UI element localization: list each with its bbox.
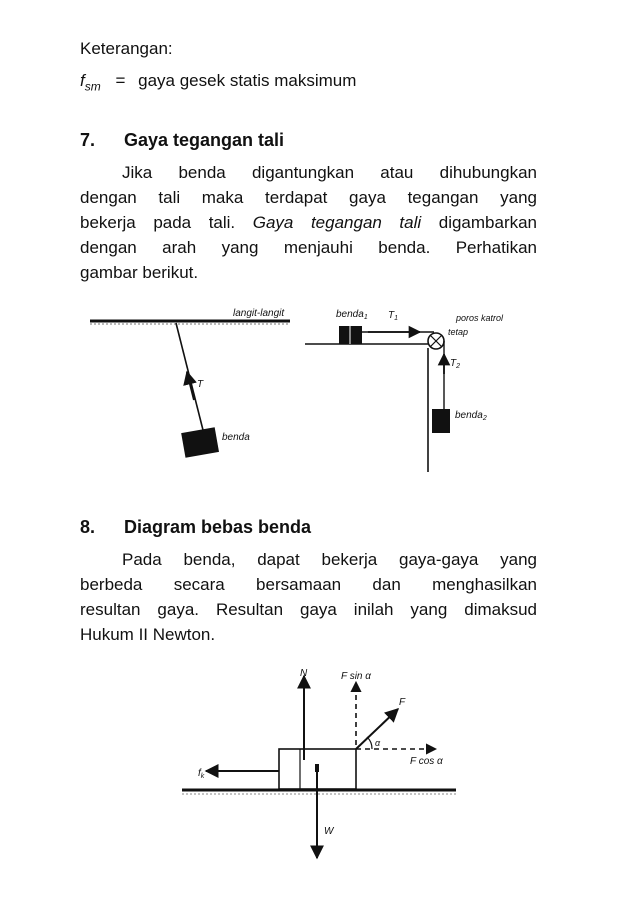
center-mark	[315, 764, 319, 772]
fsin-label: F sin α	[341, 671, 371, 682]
hanging-body-figure	[90, 308, 290, 458]
section8-line-2: berbeda secara bersamaan dan menghasilkan	[80, 575, 537, 594]
fcos-label: F cos α	[410, 756, 443, 767]
section7-line-3-prefix: bekerja pada tali.	[80, 213, 236, 232]
body1-label: benda$_1$	[336, 309, 368, 321]
section8-title: Diagram bebas benda	[124, 517, 312, 537]
section8-line-1: Pada benda, dapat bekerja gaya-gaya yang	[122, 550, 537, 569]
fsm-subscript: sm	[84, 79, 101, 94]
section7-line-3-italic: Gaya tegangan tali	[252, 213, 422, 232]
section8-line-4: Hukum II Newton.	[80, 625, 216, 644]
tension-arrow	[187, 372, 194, 400]
keterangan-heading: Keterangan:	[80, 39, 173, 58]
free-body-diagram	[182, 668, 456, 858]
tension-label: T	[197, 379, 204, 390]
fsm-definition-text: gaya gesek statis maksimum	[138, 71, 357, 90]
section8-number: 8.	[80, 517, 96, 537]
normal-force-label: N	[300, 668, 308, 679]
section7-title: Gaya tegangan tali	[124, 130, 285, 150]
pulley-figure	[305, 309, 504, 472]
weight-label: W	[324, 826, 334, 837]
body2-block	[432, 409, 450, 433]
equals-sign: =	[115, 71, 126, 90]
t2-label: $T_2$	[450, 358, 461, 370]
ceiling-label: langit-langit	[233, 308, 285, 319]
friction-label: $f_k$	[198, 768, 205, 780]
body-label: benda	[222, 432, 250, 443]
body2-label: benda$_2$	[455, 410, 487, 422]
section7-number: 7.	[80, 130, 96, 150]
section7-line-5: gambar berikut.	[80, 263, 199, 282]
section7-line-3-suffix: digambarkan	[438, 213, 538, 232]
t1-label: $T_1$	[388, 310, 399, 322]
applied-force-label: F	[399, 697, 406, 708]
hanging-body-block	[181, 427, 219, 458]
section8-line-3: resultan gaya. Resultan gaya inilah yang dimaksud	[80, 600, 537, 619]
fsm-symbol: f	[80, 71, 85, 90]
pulley-label-line1: poros katrol	[456, 313, 504, 323]
section7-line-4: dengan arah yang menjauhi benda. Perhatikan	[80, 238, 537, 257]
section7-line-2: dengan tali maka terdapat gaya tegangan yang	[80, 188, 537, 207]
pulley-label-line2: tetap	[448, 327, 469, 337]
alpha-label: α	[375, 738, 381, 748]
section7-line-1: Jika benda digantungkan atau dihubungkan	[122, 163, 537, 182]
